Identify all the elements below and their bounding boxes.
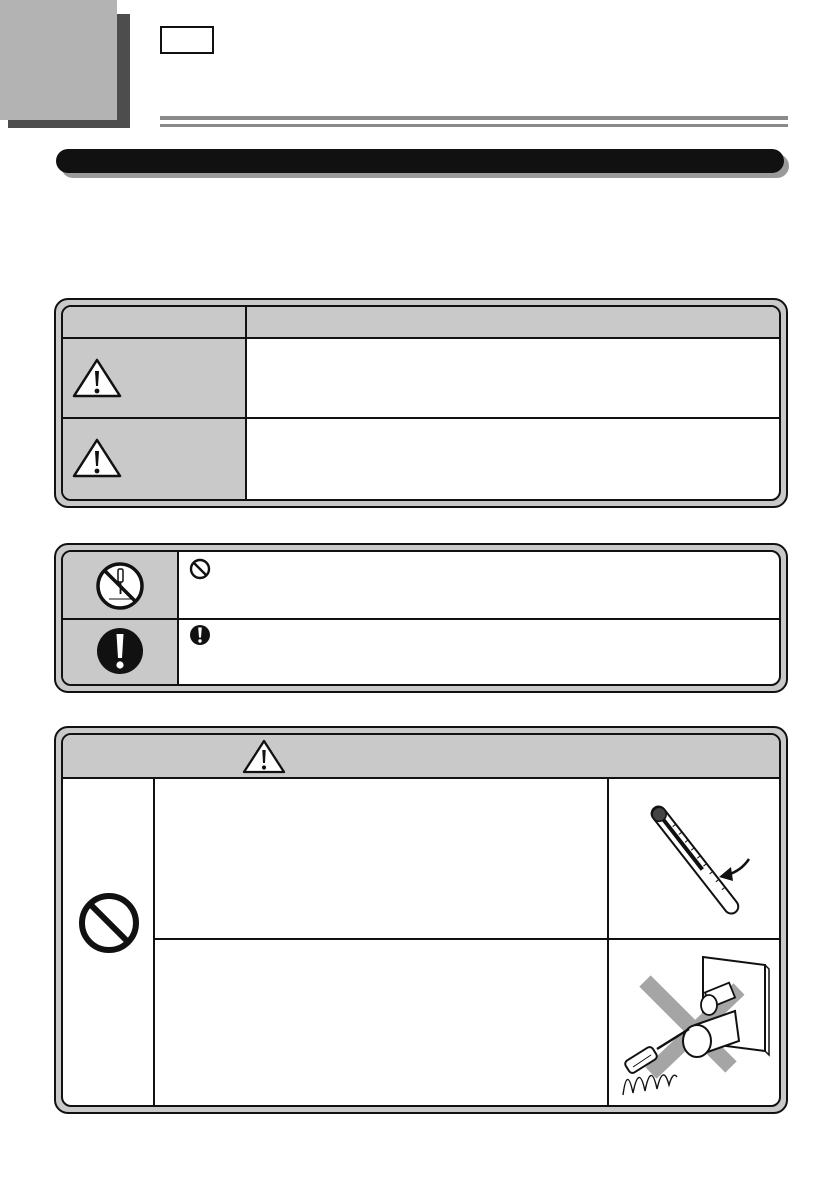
caution-header <box>63 735 779 777</box>
caution-left-divider <box>153 777 155 1105</box>
header-rule-top <box>160 116 788 120</box>
caution-right-divider <box>607 777 609 1105</box>
corner-tab <box>0 0 117 120</box>
caution-panel <box>54 726 788 1114</box>
prohibition-icon <box>189 558 211 580</box>
thermometer-illustration <box>623 793 769 933</box>
symbol-row-divider <box>63 618 779 620</box>
caution-header-divider <box>63 777 779 779</box>
no-disassembly-icon <box>95 561 145 611</box>
header-rule-bottom <box>160 124 788 127</box>
caution-panel-inner <box>61 733 781 1107</box>
mandatory-exclamation-icon <box>95 626 145 676</box>
faucet-screwdriver-illustration <box>615 945 775 1100</box>
section-title-bar <box>56 149 784 173</box>
signal-word-table <box>54 298 788 508</box>
table-header-row <box>63 307 779 337</box>
symbol-table-inner <box>61 550 781 686</box>
caution-triangle-icon <box>71 437 123 479</box>
warning-triangle-icon <box>71 357 123 399</box>
symbol-table <box>54 543 788 693</box>
mandatory-icon <box>189 624 211 646</box>
prohibition-icon <box>77 891 141 955</box>
signal-word-table-inner <box>61 305 781 501</box>
label-box <box>160 26 214 54</box>
caution-row-divider <box>153 938 779 940</box>
column-divider <box>245 307 247 499</box>
row-divider <box>63 417 779 419</box>
warning-triangle-icon <box>241 739 287 775</box>
